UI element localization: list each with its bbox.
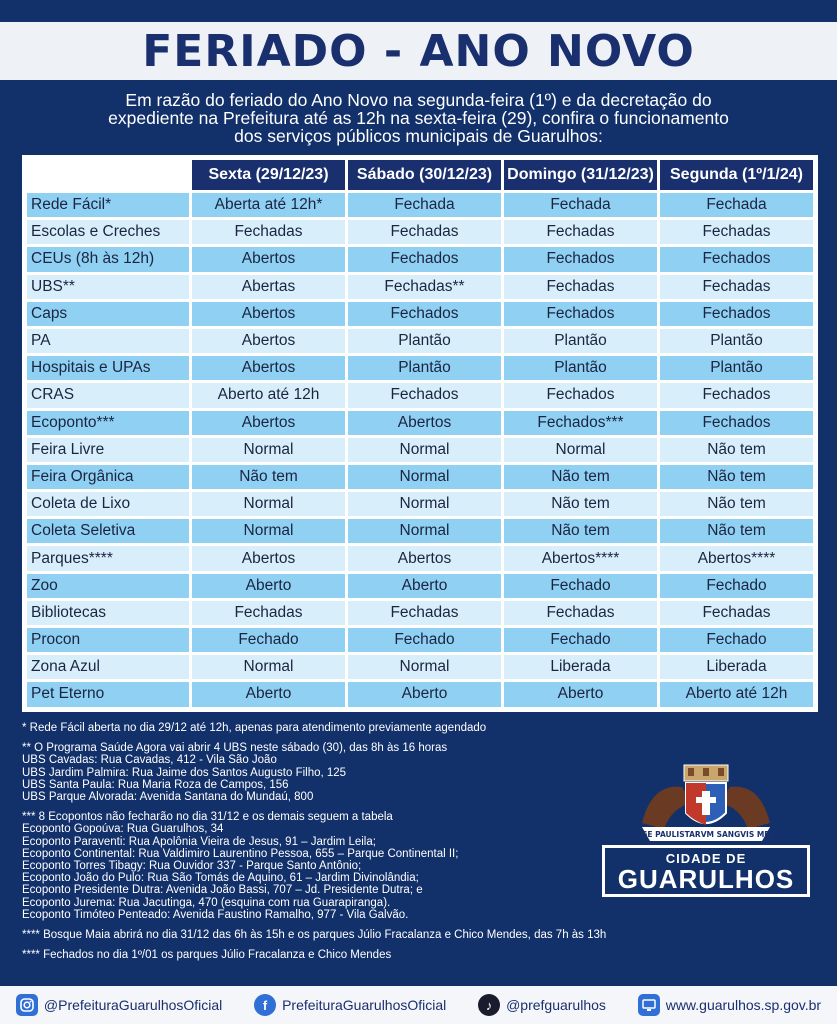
status-cell: Abertos — [192, 356, 345, 380]
status-cell: Liberada — [504, 655, 657, 679]
logo-city-name: GUARULHOS — [617, 864, 795, 894]
service-name-cell: PA — [27, 329, 189, 353]
status-cell: Fechadas — [504, 220, 657, 244]
status-cell: Fechados — [504, 247, 657, 271]
service-name-cell: Zona Azul — [27, 655, 189, 679]
status-cell: Plantão — [348, 356, 501, 380]
status-cell: Normal — [192, 519, 345, 543]
instagram-icon — [16, 994, 38, 1016]
table-row — [27, 574, 813, 598]
status-cell: Fechados — [660, 302, 813, 326]
status-cell: Fechado — [348, 628, 501, 652]
status-cell: Fechadas — [192, 601, 345, 625]
website-link[interactable] — [638, 994, 821, 1016]
monitor-icon — [638, 994, 660, 1016]
status-cell: Abertos — [192, 247, 345, 271]
table-row — [27, 383, 813, 407]
status-cell: Liberada — [660, 655, 813, 679]
status-cell: Plantão — [660, 356, 813, 380]
footnote-line: UBS Cavadas: Rua Cavadas, 412 - Vila São João — [22, 754, 277, 767]
status-cell: Fechadas — [660, 275, 813, 299]
service-name-cell: Caps — [27, 302, 189, 326]
status-cell: Não tem — [504, 465, 657, 489]
status-cell: Fechados*** — [504, 411, 657, 435]
status-cell: Abertos — [192, 411, 345, 435]
status-cell: Fechado — [660, 628, 813, 652]
status-cell: Fechada — [504, 193, 657, 217]
schedule-table — [22, 155, 818, 712]
footnote-line: **** Bosque Maia abrirá no dia 31/12 das 6h às 15h e os parques Júlio Fracalanza e Chico Mendes, das 7h às 13h — [22, 929, 607, 942]
intro-line: Em razão do feriado do Ano Novo na segunda-feira (1º) e da decretação do — [125, 90, 712, 110]
status-cell: Abertos**** — [660, 546, 813, 570]
logo-wordmark — [602, 845, 810, 897]
status-cell: Fechados — [504, 383, 657, 407]
service-name-cell: Parques**** — [27, 546, 189, 570]
website-url: www.guarulhos.sp.gov.br — [665, 997, 822, 1013]
status-cell: Fechada — [348, 193, 501, 217]
table-row — [27, 356, 813, 380]
service-name-cell: UBS** — [27, 275, 189, 299]
status-cell: Fechadas — [660, 220, 813, 244]
status-cell: Plantão — [504, 356, 657, 380]
instagram-link[interactable] — [16, 994, 222, 1016]
facebook-handle: PrefeituraGuarulhosOficial — [282, 997, 447, 1013]
status-cell: Fechado — [192, 628, 345, 652]
footnote-line: Ecoponto Gopoúva: Rua Guarulhos, 34 — [22, 823, 224, 836]
service-name-cell: Zoo — [27, 574, 189, 598]
status-cell: Não tem — [660, 465, 813, 489]
footnote-line: Ecoponto Presidente Dutra: Avenida João Bassi, 707 – Jd. Presidente Dutra; e — [22, 884, 423, 897]
logo-motto: LEGE PAULISTARVM SANGVIS MEVS — [631, 830, 781, 839]
table-row — [27, 247, 813, 271]
status-cell: Aberta até 12h* — [192, 193, 345, 217]
service-name-cell: Coleta de Lixo — [27, 492, 189, 516]
city-logo — [602, 763, 810, 897]
table-row — [27, 411, 813, 435]
footnote — [22, 811, 622, 921]
footnote-line: UBS Jardim Palmira: Rua Jaime dos Santos Augusto Filho, 125 — [22, 766, 347, 779]
status-cell: Fechadas — [192, 220, 345, 244]
footnote-line: *** 8 Ecopontos não fecharão no dia 31/12 e os demais seguem a tabela — [22, 811, 393, 824]
status-cell: Aberto até 12h — [660, 682, 813, 706]
status-cell: Não tem — [504, 519, 657, 543]
social-footer — [0, 986, 837, 1024]
status-cell: Normal — [348, 438, 501, 462]
footnote — [22, 742, 622, 803]
instagram-handle: @PrefeituraGuarulhosOficial — [43, 997, 223, 1013]
table-header-row — [27, 160, 813, 190]
status-cell: Normal — [192, 438, 345, 462]
status-cell: Não tem — [660, 519, 813, 543]
table-row — [27, 220, 813, 244]
status-cell: Abertas — [192, 275, 345, 299]
intro-text — [40, 91, 797, 145]
status-cell: Plantão — [348, 329, 501, 353]
status-cell: Fechados — [660, 247, 813, 271]
status-cell: Aberto até 12h — [192, 383, 345, 407]
footnote-line: UBS Parque Alvorada: Avenida Santana do Mundaú, 800 — [22, 791, 314, 804]
status-cell: Fechados — [348, 302, 501, 326]
service-name-cell: Feira Orgânica — [27, 465, 189, 489]
intro-line: dos serviços públicos municipais de Guarulhos: — [234, 126, 603, 146]
status-cell: Normal — [348, 519, 501, 543]
table-row — [27, 519, 813, 543]
column-header-sabado: Sábado (30/12/23) — [348, 160, 501, 190]
table-row — [27, 546, 813, 570]
status-cell: Abertos — [192, 546, 345, 570]
logo-city-label: CIDADE DE — [665, 851, 747, 866]
status-cell: Fechado — [504, 628, 657, 652]
service-name-cell: Procon — [27, 628, 189, 652]
tiktok-handle: @prefguarulhos — [506, 997, 606, 1013]
status-cell: Fechados — [660, 411, 813, 435]
service-name-cell: Escolas e Creches — [27, 220, 189, 244]
status-cell: Normal — [504, 438, 657, 462]
table-row — [27, 193, 813, 217]
tiktok-icon: ♪ — [478, 994, 500, 1016]
footnote-line: Ecoponto Paraventi: Rua Apolônia Vieira de Jesus, 91 – Jardim Leila; — [22, 835, 376, 848]
status-cell: Abertos — [348, 411, 501, 435]
column-header-segunda: Segunda (1º/1/24) — [660, 160, 813, 190]
status-cell: Fechadas — [348, 220, 501, 244]
footnote-line: **** Fechados no dia 1º/01 os parques Júlio Fracalanza e Chico Mendes — [22, 949, 392, 962]
status-cell: Fechado — [660, 574, 813, 598]
table-row — [27, 655, 813, 679]
footnote — [22, 949, 622, 961]
service-name-cell: Hospitais e UPAs — [27, 356, 189, 380]
service-name-cell: Rede Fácil* — [27, 193, 189, 217]
service-name-cell: CEUs (8h às 12h) — [27, 247, 189, 271]
footnote-line: * Rede Fácil aberta no dia 29/12 até 12h, apenas para atendimento previamente agendado — [22, 722, 487, 734]
status-cell: Aberto — [504, 682, 657, 706]
footnote-line: Ecoponto João do Pulo: Rua São Tomás de Aquino, 61 – Jardim Divinolândia; — [22, 872, 419, 885]
status-cell: Fechadas — [660, 601, 813, 625]
status-cell: Fechados — [504, 302, 657, 326]
status-cell: Fechadas** — [348, 275, 501, 299]
status-cell: Não tem — [660, 438, 813, 462]
column-header-domingo: Domingo (31/12/23) — [504, 160, 657, 190]
table-row — [27, 492, 813, 516]
status-cell: Aberto — [348, 682, 501, 706]
status-cell: Plantão — [504, 329, 657, 353]
status-cell: Não tem — [504, 492, 657, 516]
footnotes — [22, 722, 622, 969]
status-cell: Fechadas — [504, 275, 657, 299]
service-name-cell: CRAS — [27, 383, 189, 407]
status-cell: Normal — [348, 655, 501, 679]
table-row — [27, 601, 813, 625]
footnote-line: ** O Programa Saúde Agora vai abrir 4 UBS neste sábado (30), das 8h às 16 horas — [22, 742, 448, 755]
status-cell: Aberto — [192, 574, 345, 598]
service-name-cell: Feira Livre — [27, 438, 189, 462]
status-cell: Fechadas — [504, 601, 657, 625]
status-cell: Abertos — [348, 546, 501, 570]
footnote-line: Ecoponto Torres Tibagy: Rua Ouvidor 337 - Parque Santo Antônio; — [22, 860, 362, 873]
status-cell: Fechados — [348, 247, 501, 271]
status-cell: Plantão — [660, 329, 813, 353]
footnote-line: Ecoponto Timóteo Penteado: Avenida Faustino Ramalho, 977 - Vila Galvão. — [22, 908, 409, 921]
table-row — [27, 329, 813, 353]
status-cell: Abertos**** — [504, 546, 657, 570]
status-cell: Aberto — [192, 682, 345, 706]
column-header-sexta: Sexta (29/12/23) — [192, 160, 345, 190]
footnote — [22, 722, 622, 734]
status-cell: Aberto — [348, 574, 501, 598]
status-cell: Normal — [348, 492, 501, 516]
title-bar — [0, 22, 837, 80]
status-cell: Fechada — [660, 193, 813, 217]
status-cell: Abertos — [192, 329, 345, 353]
table-row — [27, 275, 813, 299]
status-cell: Fechadas — [348, 601, 501, 625]
table-row — [27, 465, 813, 489]
status-cell: Fechado — [504, 574, 657, 598]
page-title: FERIADO - ANO NOVO — [142, 25, 695, 77]
status-cell: Fechados — [348, 383, 501, 407]
status-cell: Abertos — [192, 302, 345, 326]
service-name-cell: Bibliotecas — [27, 601, 189, 625]
table-row — [27, 682, 813, 706]
service-name-cell: Pet Eterno — [27, 682, 189, 706]
table-row — [27, 438, 813, 462]
facebook-icon: f — [254, 994, 276, 1016]
status-cell: Não tem — [192, 465, 345, 489]
coat-of-arms-icon — [602, 763, 810, 847]
status-cell: Fechados — [660, 383, 813, 407]
tiktok-link[interactable] — [478, 994, 606, 1016]
status-cell: Normal — [348, 465, 501, 489]
footnote — [22, 929, 622, 941]
table-row — [27, 628, 813, 652]
table-corner-cell — [27, 160, 189, 190]
service-name-cell: Coleta Seletiva — [27, 519, 189, 543]
status-cell: Não tem — [660, 492, 813, 516]
status-cell: Normal — [192, 492, 345, 516]
status-cell: Normal — [192, 655, 345, 679]
footnote-line: Ecoponto Continental: Rua Valdimiro Laurentino Pessoa, 655 – Parque Continental II; — [22, 847, 459, 860]
facebook-link[interactable] — [254, 994, 446, 1016]
service-name-cell: Ecoponto*** — [27, 411, 189, 435]
intro-line: expediente na Prefeitura até as 12h na sexta-feira (29), confira o funcionamento — [108, 108, 729, 128]
table-row — [27, 302, 813, 326]
footnote-line: UBS Santa Paula: Rua Maria Roza de Campos, 156 — [22, 778, 289, 791]
footnote-line: Ecoponto Jurema: Rua Jacutinga, 470 (esquina com rua Guarapiranga). — [22, 896, 391, 909]
